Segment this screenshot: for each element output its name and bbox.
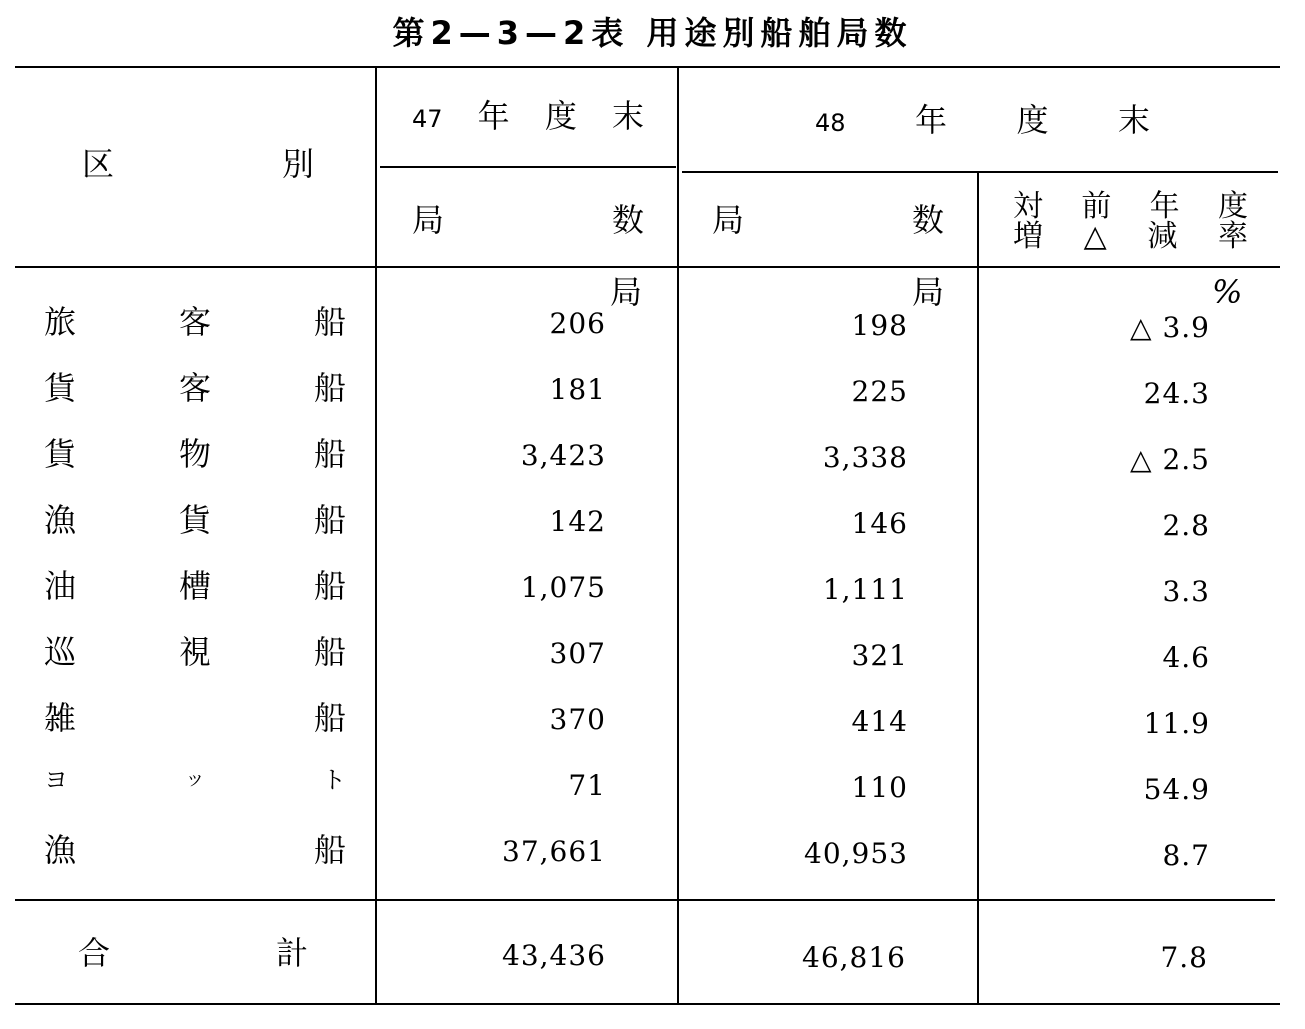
cell-fy47: 206 — [549, 307, 606, 340]
cell-fy48: 1,111 — [822, 573, 908, 606]
cell-fy47: 307 — [549, 637, 606, 670]
cell-fy47: 37,661 — [502, 835, 606, 868]
row-label: 雑 船 — [44, 699, 346, 737]
cell-change: 8.7 — [1162, 839, 1210, 872]
cell-change: 2.8 — [1162, 509, 1210, 542]
cell-change: 3.3 — [1162, 575, 1210, 608]
cell-fy47: 370 — [549, 703, 606, 736]
bottom-border — [15, 1003, 1280, 1005]
unit-change: % — [1212, 273, 1243, 311]
header-count-47: 局 数 — [412, 201, 644, 239]
total-label: 合 計 — [78, 934, 308, 972]
cell-change: 4.6 — [1162, 641, 1210, 674]
cell-change: 54.9 — [1143, 773, 1210, 806]
cell-fy47: 3,423 — [520, 439, 606, 472]
col-divider-3 — [977, 171, 979, 1004]
header-mid-line-47 — [380, 166, 676, 168]
cell-fy47: 1,075 — [520, 571, 606, 604]
header-fy48: 48 年 度 末 — [815, 101, 1150, 139]
cell-fy48: 110 — [851, 771, 908, 804]
unit-fy48: 局 — [912, 273, 945, 311]
cell-change: 11.9 — [1143, 707, 1210, 740]
table-title: 第2—3—2表 用途別船舶局数 — [392, 14, 913, 52]
cell-fy48: 225 — [851, 375, 908, 408]
col-divider-1 — [375, 66, 377, 1004]
row-label: 貨 物 船 — [44, 435, 346, 473]
total-top-line — [15, 899, 1275, 901]
row-label: 巡 視 船 — [44, 633, 346, 671]
cell-fy48: 414 — [851, 705, 908, 738]
cell-change: △ 3.9 — [1130, 311, 1210, 344]
col-divider-2 — [677, 66, 679, 1004]
row-label: ヨ ッ ト — [44, 766, 346, 794]
header-change-rate: 対 前 年 度 増 △ 減 率 — [1013, 189, 1248, 254]
cell-fy48: 40,953 — [804, 837, 908, 870]
row-label: 貨 客 船 — [44, 369, 346, 407]
row-label: 油 槽 船 — [44, 567, 346, 605]
header-bottom-line — [15, 266, 1280, 268]
header-category: 区 別 — [82, 145, 314, 183]
row-label: 漁 貨 船 — [44, 501, 346, 539]
row-label: 旅 客 船 — [44, 303, 346, 341]
cell-change: 24.3 — [1143, 377, 1210, 410]
header-fy47: 47 年 度 末 — [412, 97, 644, 135]
cell-change: △ 2.5 — [1130, 443, 1210, 476]
cell-fy47: 181 — [549, 373, 606, 406]
top-border — [15, 66, 1280, 68]
unit-fy47: 局 — [610, 273, 643, 311]
cell-fy48: 321 — [851, 639, 908, 672]
header-mid-line-48 — [682, 171, 1278, 173]
row-label: 漁 船 — [44, 831, 346, 869]
header-count-48: 局 数 — [712, 201, 944, 239]
cell-fy47: 71 — [568, 769, 606, 802]
cell-fy48: 198 — [851, 309, 908, 342]
total-change: 7.8 — [1160, 941, 1208, 974]
cell-fy48: 146 — [851, 507, 908, 540]
total-fy47: 43,436 — [502, 939, 606, 972]
cell-fy48: 3,338 — [822, 441, 908, 474]
total-fy48: 46,816 — [802, 941, 906, 974]
cell-fy47: 142 — [549, 505, 606, 538]
